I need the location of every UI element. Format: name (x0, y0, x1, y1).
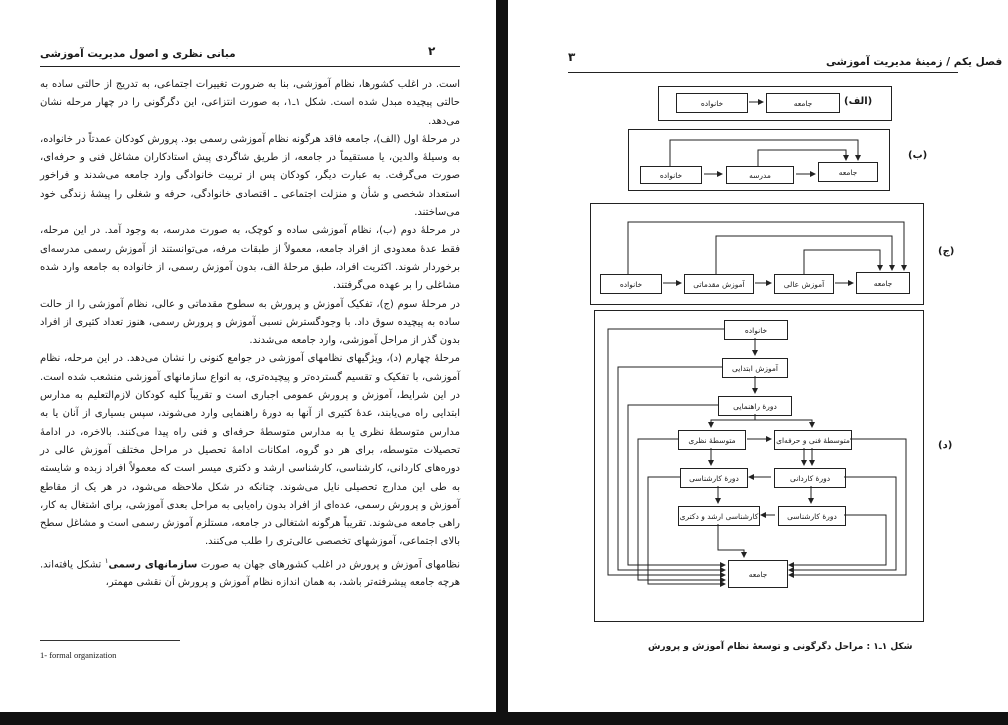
arrow (628, 222, 904, 274)
scan-edge (0, 712, 1008, 725)
paragraph-text: تشکل یافته‌اند. هرچه جامعه پیشرفته‌تر باشد، به همان اندازه نظام آموزش و پرورش آن نقشی مهمتر، (40, 559, 460, 589)
stage-c-basic-box: آموزش مقدماتی (684, 274, 754, 294)
arrow (804, 250, 880, 274)
stage-d-bachelor-box: دورهٔ کارشناسی (680, 468, 748, 488)
stage-d-label: (د) (938, 440, 953, 451)
header-rule (40, 66, 460, 67)
paragraph: است. در اغلب کشورها، نظام آموزشی، بنا به ضرورت تغییرات اجتماعی، به تدریج از حالتی ساده به حالتی پیچیده مبدل شده است. شکل ۱ـ۱، به صورت انتزاعی، این دگرگونی را در چهار مرحله نشان می‌دهد. (40, 79, 460, 127)
figure-caption: شکل ۱ـ۱ : مراحل دگرگونی و توسعهٔ نظام آموزش و پرورش (648, 642, 913, 652)
footnote-marker: ۱ (104, 556, 109, 565)
running-head: مبانی نظری و اصول مدیریت آموزشی (40, 48, 236, 60)
page-number: ۳ (568, 50, 576, 64)
footnote-rule (40, 640, 180, 641)
arrow (758, 150, 846, 166)
arrow (789, 477, 896, 570)
arrow (789, 439, 906, 575)
diagram-connectors (508, 0, 1008, 725)
stage-b-society-box: جامعه (818, 162, 878, 182)
running-head: فصل یکم / زمینهٔ مدیریت آموزشی (826, 56, 1003, 68)
arrow (711, 420, 755, 427)
stage-d-vocational-box: متوسطهٔ فنی و حرفه‌ای (774, 430, 852, 450)
arrow (628, 405, 725, 565)
bold-term: سازمانهای رسمی (108, 559, 198, 571)
stage-d-society-box: جامعه (728, 560, 788, 588)
page-number: ۲ (428, 44, 436, 58)
stage-c-label: (ج) (938, 246, 955, 257)
stage-a-family-box: خانواده (676, 93, 748, 113)
stage-b-school-box: مدرسه (726, 166, 794, 184)
stage-d-guidance-box: دورهٔ راهنمایی (718, 396, 792, 416)
stage-d-theoretical-box: متوسطهٔ نظری (678, 430, 746, 450)
paragraph-text: نظامهای آموزش و پرورش در اغلب کشورهای جهان به صورت (197, 559, 461, 571)
arrow (638, 439, 725, 580)
stage-d-bachelor2-box: دورهٔ کارشناسی (778, 506, 846, 526)
paragraph: در مرحلهٔ دوم (ب)، نظام آموزشی ساده و کوچک، به صورت مدرسه، به وجود آمد. در این مرحله، فقط عدهٔ معدودی از افراد جامعه، معمولاً از طبقات مرفه، می‌توانستند از آموزش رسمی مدرسه‌ای برخوردار شوند. اکثریت افراد، طبق مرحلهٔ الف، بدون آموزش رسمی، از خانواده به جامعه وارد شده مشاغلی را بر عهده می‌گرفتند. (40, 225, 460, 292)
stage-d-family-box: خانواده (724, 320, 788, 340)
stage-d-masters-box: کارشناسی ارشد و دکتری (678, 506, 760, 526)
body-text (40, 76, 460, 593)
stage-b-family-box: خانواده (640, 166, 702, 184)
stage-b-label: (ب) (908, 150, 928, 161)
paragraph: در مرحلهٔ سوم (ج)، تفکیک آموزش و پرورش به سطوح مقدماتی و عالی، نظام آموزشی را از حالت ساده به پیچیده سوق داد. با وجودگسترش نسبی آموزش و پرورش رسمی، هنوز تعداد کثیری از افراد بدون گذر از مراحل آموزشی، وارد جامعه می‌شدند. (40, 298, 460, 347)
stage-c-higher-box: آموزش عالی (774, 274, 834, 294)
paragraph: مرحلهٔ چهارم (د)، ویژگیهای نظامهای آموزشی در جوامع کنونی را نشان می‌دهد. در این مرحله، نظام آموزشی، با تفکیک و تقسیم گسترده‌تر و پیچیده‌تری، به انواع سازمانهای آموزشی منشعب شده است. در این شرایط، آموزش و پرورش عمومی اجباری است و تقریباً کلیه کودکان لازم‌التعلیم به مدارس ابتدایی راه می‌یابند، عدهٔ کثیری از آنها به دورهٔ راهنمایی وارد می‌شوند، سپس بسیاری از آنان یا به مدارس متوسطهٔ نظری یا به مدارس متوسطهٔ حرفه‌ای و فنی راه پیدا می‌کنند. بالاخره، در ادامهٔ تحصیلات متوسطه، برای هر دو گروه، امکانات ادامهٔ تحصیل در مراحل مختلف آموزش عالی در دوره‌های کاردانی، کارشناسی، کارشناسی ارشد و دکتری میسر است که معمولاً افراد زبده و شایسته به طی این مدارج تحصیلی نایل می‌شوند. چنانکه در شکل ملاحظه می‌شود، در هر یک از مقاطع آموزش و پرورش رسمی، عده‌ای از افراد بدون راه‌یابی به مراحل بعدی آموزشی، برای اشتغال به کار، راهی جامعه می‌شوند. تقریباً هرگونه اشتغالی در جامعه، مستلزم آموزش رسمی است و مشاغل سطح بالای اجتماعی، آموزشهای تخصصی عالی‌تری را طلب می‌کنند. (40, 353, 460, 548)
arrow (648, 477, 725, 584)
right-page (508, 0, 1008, 725)
arrow (618, 367, 725, 570)
left-page (0, 0, 496, 725)
page-gutter (496, 0, 508, 725)
stage-a-society-box: جامعه (766, 93, 840, 113)
arrow (608, 329, 725, 575)
paragraph: در مرحلهٔ اول (الف)، جامعه فاقد هرگونه نظام آموزشی رسمی بود. پرورش کودکان عمدتاً در خانواده، به وسیلهٔ والدین، یا مستقیماً در جامعه، از طریق شاگردی پیش استادکاران مشاغل فنی و حرفه‌ای، صورت می‌گرفت. به عبارت دیگر، کودکان پس از تربیت خانوادگی وارد جامعه می‌شدند و فراخور استعداد شخصی و شأن و منزلت اجتماعی ـ اقتصادی خانوادگی، حرفه و شغلی را پیشهٔ زندگی خود می‌ساختند. (40, 133, 460, 219)
arrow (755, 414, 812, 427)
stage-a-label: (الف) (844, 96, 873, 107)
stage-d-primary-box: آموزش ابتدایی (722, 358, 788, 378)
arrow (789, 515, 886, 565)
arrow (718, 524, 744, 557)
stage-d-associate-box: دورهٔ کاردانی (774, 468, 846, 488)
stage-c-family-box: خانواده (600, 274, 662, 294)
paragraph (40, 552, 460, 593)
arrow (670, 140, 858, 166)
stage-c-society-box: جامعه (856, 272, 910, 294)
footnote: 1- formal organization (40, 650, 117, 660)
